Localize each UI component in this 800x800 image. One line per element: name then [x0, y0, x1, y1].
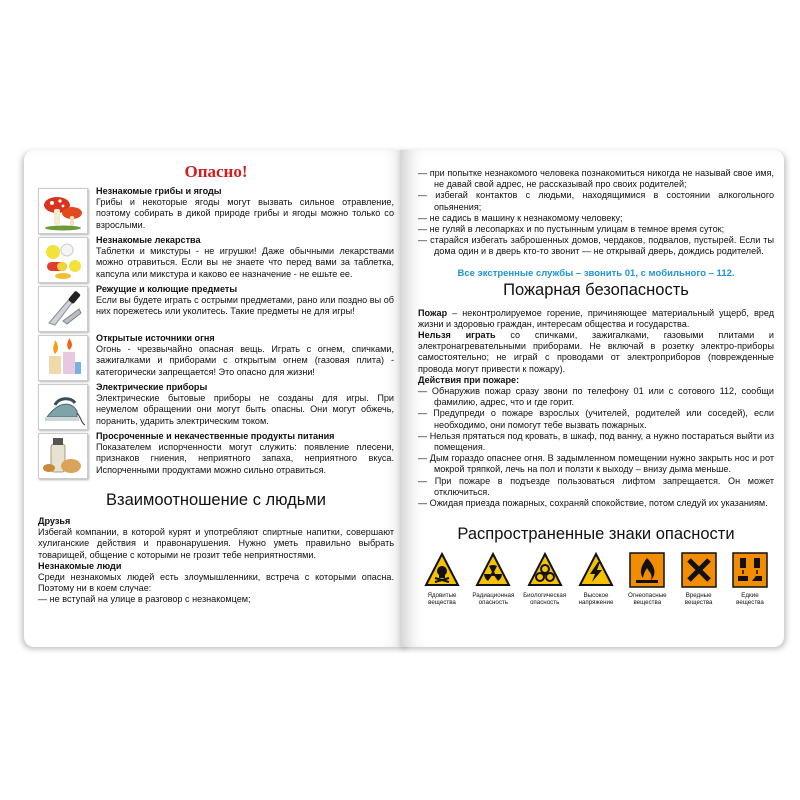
- strangers-heading: Незнакомые люди: [38, 560, 122, 571]
- hazard-title: Электрические приборы: [96, 382, 208, 392]
- hazard-signs-row: [418, 552, 774, 606]
- flammable-icon: [629, 552, 665, 588]
- hazard-item-sharp-objects: [38, 284, 394, 332]
- harmful-icon: [681, 552, 717, 588]
- corrosive-icon: [732, 552, 768, 588]
- page-title: Опасно!: [184, 162, 248, 181]
- hazard-text: Показателем испорченности могут служить: появление плесени, признаков гниения, неприятного запаха, неприятного вкуса. Испорченными продуктами можно сильно отравиться.: [96, 442, 394, 475]
- sign-label: Вредные вещества: [684, 592, 713, 607]
- hazard-item-medicines: [38, 235, 394, 283]
- emergency-note: Все экстренные службы – звонить 01, с мобильного – 112.: [457, 267, 735, 279]
- fire-definition: [418, 308, 774, 330]
- sign-label: Биологическая опасность: [523, 592, 567, 607]
- hazard-title: Незнакомые грибы и ягоды: [96, 186, 222, 196]
- hazard-title: Просроченные и некачественные продукты питания: [96, 431, 335, 441]
- toxic-skull-icon: [424, 552, 460, 588]
- list-item: — не гуляй в лесопарках и по пустынным улицам в темное время суток;: [418, 224, 725, 235]
- hazard-sign: [728, 552, 772, 606]
- no-play-text: со спичками, зажигалками, газовыми плитами и электронагревательными приборами. Не включай в розетку электро-приборы самостоятельно; не играй с проводами от электроприборов (поврежденные провода могут привести к пожару).: [418, 330, 774, 374]
- hazard-title: Незнакомые лекарства: [96, 235, 201, 245]
- list-item: — старайся избегать заброшенных домов, чердаков, подвалов, пустырей. Если ты дома один и в дверь кто-то звонит — не открывай дверь, дождись родителей.: [418, 235, 774, 257]
- list-item: — избегай контактов с людьми, находящимися в состоянии алкогольного опьянения;: [418, 190, 774, 212]
- iron-icon: [38, 384, 88, 430]
- no-play-rule: [418, 330, 774, 375]
- hazard-text: Если вы будете играть с острыми предметами, рано или поздно вы об них порежетесь или уколитесь. Такие предметы не для игры!: [96, 295, 394, 317]
- biohazard-icon: [527, 552, 563, 588]
- hazard-item-spoiled-food: [38, 431, 394, 479]
- friends-heading: Друзья: [38, 516, 71, 526]
- list-item: — Нельзя прятаться под кровать, в шкаф, под ванну, а нужно постараться выйти из помещения.: [418, 430, 774, 453]
- list-item: — При пожаре в подъезде пользоваться лифтом запрещается. Он может отключиться.: [418, 475, 774, 497]
- sign-label: Ядовитые вещества: [427, 592, 457, 607]
- list-item: — Обнаружив пожар сразу звони по телефону 01 или с сотового 112, сообщи фамилию, адрес, что и где горит.: [418, 386, 774, 408]
- sign-label: Радиационная опасность: [472, 592, 515, 607]
- fire-definition-text: – неконтролируемое горение, причиняющее материальный ущерб, вред жизни и здоровью граждан, интересам общества и государства.: [418, 307, 774, 329]
- hazard-sign: [677, 552, 721, 606]
- fire-icon: [38, 335, 88, 381]
- hazard-item-open-fire: [38, 333, 394, 381]
- hazard-item-mushrooms: [38, 186, 394, 234]
- left-page: [24, 150, 408, 647]
- strangers-text: Среди незнакомых людей есть злоумышленники, встреча с которыми опасна. Поэтому ни в коем случае:: [38, 572, 394, 594]
- stranger-rules-list: [418, 168, 774, 258]
- hazard-item-electrical: [38, 382, 394, 430]
- hazard-title: Режущие и колющие предметы: [96, 284, 238, 294]
- fire-term: Пожар: [418, 307, 448, 318]
- high-voltage-icon: [578, 552, 614, 588]
- list-item: — при попытке незнакомого человека познакомиться никогда не называй свое имя, не давай свой адрес, не рассказывай про своих родителей;: [418, 168, 774, 190]
- list-item: — Ожидая приезда пожарных, сохраняй спокойствие, потом следуй их указаниям.: [418, 498, 768, 509]
- list-item: — Дым гораздо опаснее огня. В задымленном помещении нужно закрыть нос и рот мокрой тряпкой, лечь на пол и ползти к выходу – внизу дыма меньше.: [418, 453, 774, 475]
- pills-icon: [38, 237, 88, 283]
- hazard-text: Огонь - чрезвычайно опасная вещь. Играть с огнем, спичками, зажигалками и приборами с открытым огнем (газовая плита) - категорически запрещается! Это опасно для жизни!: [96, 344, 394, 377]
- hazard-sign: [523, 552, 567, 606]
- right-page: [400, 150, 784, 647]
- fire-safety-title: Пожарная безопасность: [503, 280, 689, 299]
- hazard-title: Открытые источники огня: [96, 333, 215, 343]
- hazard-sign: [574, 552, 618, 606]
- list-item: — не садись в машину к незнакомому человеку;: [418, 212, 623, 223]
- hazard-signs-title: Распространенные знаки опасности: [457, 525, 735, 544]
- friends-text: Избегай компании, в которой курят и употребляют спиртные напитки, совершают хулиганские действия и правонарушения. Нужно уметь правильно выбрать товарищей, общение с которыми не грозит тебе неприятностями.: [38, 527, 394, 560]
- strangers-rule: — не вступай на улице в разговор с незнакомцем;: [38, 594, 251, 605]
- radiation-icon: [475, 552, 511, 588]
- relations-title: Взаимоотношение с людьми: [106, 491, 326, 509]
- hazard-text: Таблетки и микстуры - не игрушки! Даже обычными лекарствами можно отравиться. Если вы не знаете что перед вами за таблетка, капсула или микстура и каково ее назначение - не ешьте ее.: [96, 246, 394, 279]
- hazard-text: Грибы и некоторые ягоды могут вызвать сильное отравление, поэтому собирать в дикой природе грибы и ягоды можно только со взрослыми.: [96, 197, 394, 230]
- mushroom-icon: [38, 188, 88, 234]
- spoiled-food-icon: [38, 433, 88, 479]
- sign-label: Едкие вещества: [736, 592, 764, 607]
- hazard-sign: [471, 552, 515, 606]
- list-item: — Предупреди о пожаре взрослых (учителей, родителей или соседей), если необходимо, они помогут тебе вызвать пожарных.: [418, 408, 774, 430]
- no-play-term: Нельзя играть: [418, 330, 496, 341]
- knife-icon: [38, 286, 88, 332]
- hazard-sign: [420, 552, 464, 606]
- sign-label: Огнеопасные вещества: [628, 592, 667, 607]
- fire-actions-list: [418, 386, 774, 509]
- fire-actions-heading: Действия при пожаре:: [418, 374, 520, 385]
- sign-label: Высокое напряжение: [578, 592, 614, 607]
- hazard-sign: [625, 552, 669, 606]
- hazard-text: Электрические бытовые приборы не созданы для игры. При неумелом обращении они могут быть опасны. Они могут обжечь, поранить, ударить электрическим током.: [96, 393, 394, 426]
